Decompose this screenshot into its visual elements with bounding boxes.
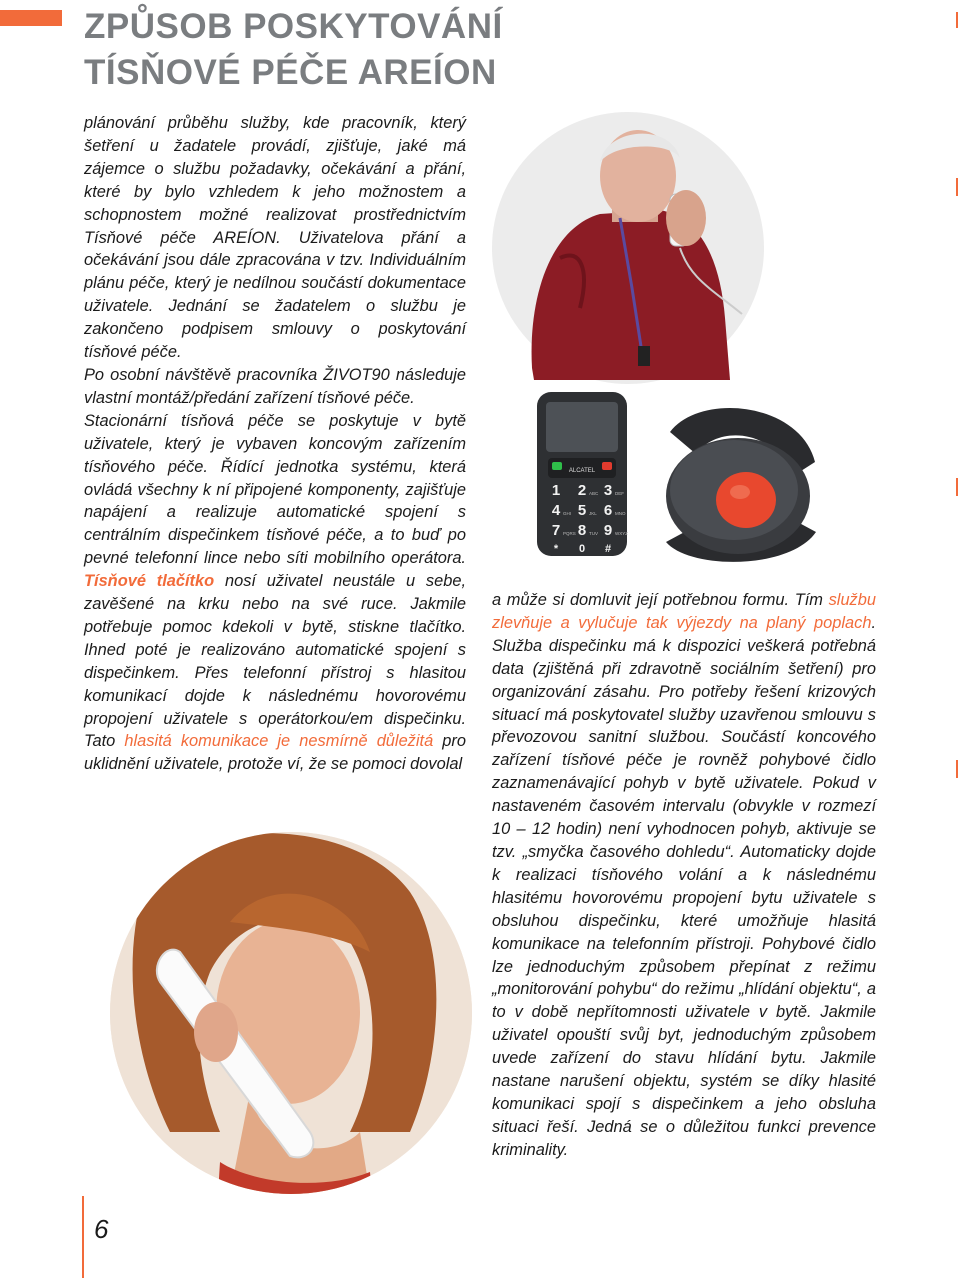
phone-key-letters: GHI xyxy=(563,511,572,516)
highlight-false-alarm: službu zlevňuje a vylučuje tak výjezdy na planý poplach xyxy=(492,591,876,632)
phone-key: 4 xyxy=(551,502,561,519)
wrist-panic-button-image xyxy=(640,392,820,572)
title-line-2: TÍSŇOVÉ PÉČE AREÍON xyxy=(84,53,497,92)
paragraph-planning: plánování průběhu služby, kde pracovník, který šetření u žadatele provádí, zjišťuje, jaké má zájemce o službu požadavky, očekávání a přání, které by bylo vzhledem k jeho možnostem a schopnostem možné realizovat prostřednictvím Tísňové péče AREÍON. Uživatelova přání a očekávání jsou dále zpracována v tzv. Individuálním plánu péče, který je nedílnou součástí dokumentace uživatele. Jednání se žadatelem o službu je zakončeno podpisem smlouvy o poskytování tísňové péče. xyxy=(84,114,466,362)
phone-key-letters: ABC xyxy=(589,491,599,496)
page-title xyxy=(84,4,503,96)
phone-key-letters: JKL xyxy=(589,511,597,516)
phone-key: 9 xyxy=(603,522,613,539)
elderly-man-photo xyxy=(520,118,760,388)
phone-key-letters: DEF xyxy=(615,491,624,496)
phone-key: * xyxy=(553,543,559,555)
phone-key: # xyxy=(604,543,612,555)
right-text-column xyxy=(492,589,876,1162)
woman-phone-photo xyxy=(110,832,472,1194)
paragraph-dispatch: a může si domluvit její potřebnou formu. Tím službu zlevňuje a vylučuje tak výjezdy na planý poplach. Služba dispečinku má k dispozici veškerá potřebná data (zjištěná při zdravotně sociálním šetření) pro organizování zásahu. Pro potřeby řešení krizových situací má poskytovatel služby uzavřenou smlouvu s převozovou sanitní službou. Součástí koncového zařízení tísňové péče je rovněž pohybové čidlo zaznamenávající pohyb v bytě uživatele. Pokud v nastaveném časovém intervalu (obvykle v rozmezí 10 – 12 hodin) není vyhodnocen pohyb, aktivuje se tzv. „smyčka časového dohledu“. Automaticky dojde k realizaci tísňového volání a k následnému hlasitému hovorovému propojení bytu uživatele s obsluhou dispečinku, které umožňuje hlasitá komunikace na telefonním přístroji. Pohybové čidlo lze jednoduchým způsobem přepínat z režimu „monitorování pohybu“ do režimu „hlídání objektu“, a to v době nepřítomnosti uživatele v bytě. Jakmile uživatel opouští svůj byt, jednoduchým způsobem uvede zařízení do stavu hlídání bytu. Jakmile nastane narušení objektu, systém se díky hlasité komunikaci spojí s dispečinkem a jeho obsluha situaci řeší. Jedná se o důležitou funkci prevence kriminality. xyxy=(492,591,876,1159)
phone-key-letters: WXYZ xyxy=(615,531,628,536)
phone-key: 6 xyxy=(603,502,613,519)
title-line-1: ZPŮSOB POSKYTOVÁNÍ xyxy=(84,7,503,46)
highlight-panic-button: Tísňové tlačítko xyxy=(84,572,215,591)
highlight-loud-communication: hlasitá komunikace je nesmírně důležitá xyxy=(124,732,434,751)
edge-tick xyxy=(956,178,958,196)
phone-key: 2 xyxy=(577,482,587,499)
phone-key: 8 xyxy=(577,522,587,539)
paragraph-stationary-care: Stacionární tísňová péče se poskytuje v bytě uživatele, který je vybaven koncovým zařízením tísňového péče. Řídící jednotka systému, která ovládá všechny k ní připojené komponenty, zajišťuje napájení a realizuje automatické spojení s centrálním dispečinkem tísňové péče, a to buď po pevné telefonní lince nebo síti mobilního operátora. Tísňové tlačítko nosí uživatel neustále u sebe, zavěšené na krku nebo na své ruce. Jakmile potřebuje pomoc kdekoli v bytě, stiskne tlačítko. Ihned poté je realizováno automatické spojení s dispečinkem. Přes telefonní přístroj s hlasitou komunikací dojde k následnému hovorovému propojení uživatele s operátorkou/em dispečinku. Tato hlasitá komunikace je nesmírně důležitá pro uklidnění uživatele, protože ví, že se pomoci dovolal xyxy=(84,411,467,774)
phone-key: 3 xyxy=(603,482,613,499)
mobile-phone-image xyxy=(534,390,630,560)
phone-key-letters: PQRS xyxy=(563,531,576,536)
footer-accent-rule xyxy=(82,1196,84,1278)
paragraph-installation: Po osobní návštěvě pracovníka ŽIVOT90 následuje vlastní montáž/předání zařízení tísňové péče. xyxy=(84,365,466,407)
edge-tick xyxy=(956,760,958,778)
edge-tick xyxy=(956,12,958,28)
phone-brand: ALCATEL xyxy=(568,468,596,474)
page-number: 6 xyxy=(94,1214,109,1244)
phone-key: 0 xyxy=(578,543,586,555)
header-accent-bar xyxy=(0,10,62,26)
phone-key: 7 xyxy=(551,522,561,539)
phone-key-letters: TUV xyxy=(589,531,598,536)
phone-key: 1 xyxy=(551,482,561,499)
phone-key-letters: MNO xyxy=(615,511,626,516)
edge-tick xyxy=(956,478,958,496)
left-text-column xyxy=(84,112,466,776)
phone-key: 5 xyxy=(577,502,587,519)
